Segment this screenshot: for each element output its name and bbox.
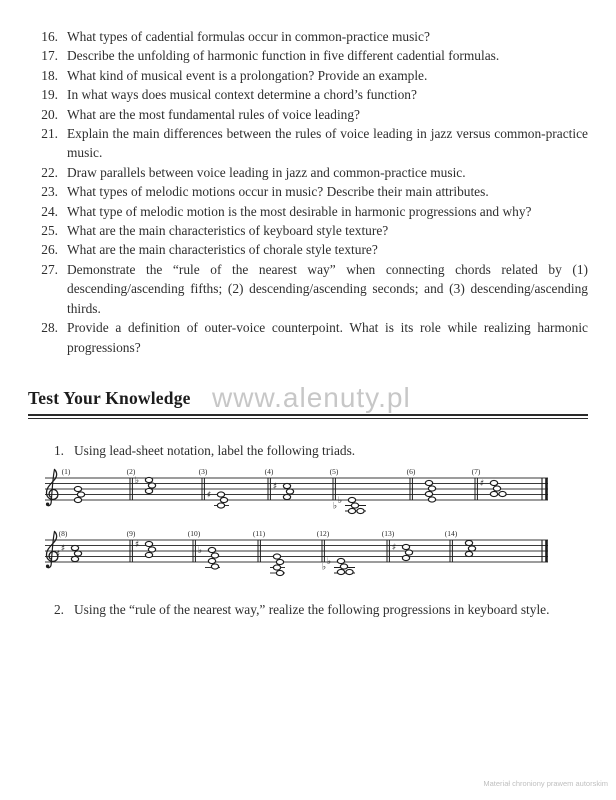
notehead xyxy=(286,489,293,494)
exercise-number: 2. xyxy=(53,602,64,618)
question-number: 26. xyxy=(41,242,58,258)
notehead xyxy=(425,481,432,486)
question-item xyxy=(28,46,588,65)
question-item xyxy=(28,27,588,46)
notehead xyxy=(273,554,280,559)
notehead xyxy=(145,553,152,558)
notehead xyxy=(493,486,500,491)
notehead xyxy=(71,557,78,562)
question-item xyxy=(28,221,588,240)
exercise-item xyxy=(46,441,588,460)
question-text: What are the main characteristics of keyboard style texture? xyxy=(67,223,389,239)
accidental-glyph: ♭ xyxy=(197,546,203,557)
notehead xyxy=(340,564,347,569)
accidental-glyph: ♭ xyxy=(332,501,338,512)
notehead xyxy=(145,478,152,483)
notehead xyxy=(276,560,283,565)
chord-number-label: (2) xyxy=(126,467,136,477)
notehead xyxy=(211,564,218,569)
exercise-item xyxy=(46,600,588,619)
chord-number-label: (10) xyxy=(187,529,201,539)
question-text: What type of melodic motion is the most desirable in harmonic progressions and why? xyxy=(67,203,532,219)
chord-number-label: (7) xyxy=(471,467,481,477)
question-number: 28. xyxy=(41,320,58,336)
watermark: www.alenuty.pl xyxy=(212,382,411,413)
notehead xyxy=(148,483,155,488)
notehead xyxy=(71,546,78,551)
chord-number-label: (8) xyxy=(58,529,68,539)
notehead xyxy=(74,487,81,492)
notehead xyxy=(74,551,81,556)
accidental-glyph: ♯ xyxy=(479,479,485,490)
chord-number-label: (14) xyxy=(444,529,458,539)
accidental-glyph: ♯ xyxy=(134,540,140,551)
page-content xyxy=(28,27,588,620)
question-text: What kind of musical event is a prolongation? Provide an example. xyxy=(67,67,428,83)
notehead xyxy=(348,509,355,514)
notehead xyxy=(208,548,215,553)
question-text: Demonstrate the “rule of the nearest way” when connecting chords related by (1) descending/ascending fifths; (2) descending/ascending seconds; and (3) descending/ascending thirds. xyxy=(67,261,588,316)
chord-number-label: (9) xyxy=(126,529,136,539)
notehead xyxy=(217,492,224,497)
question-item xyxy=(28,85,588,104)
chord-number-label: (13) xyxy=(381,529,395,539)
notehead xyxy=(348,498,355,503)
notehead xyxy=(273,565,280,570)
notehead xyxy=(490,481,497,486)
notehead xyxy=(211,553,218,558)
notehead xyxy=(465,552,472,557)
accidental-glyph: ♭ xyxy=(337,496,343,507)
question-number: 24. xyxy=(41,203,58,219)
question-number: 22. xyxy=(41,164,58,180)
notehead xyxy=(337,570,344,575)
accidental-glyph: ♯ xyxy=(206,490,212,501)
notehead xyxy=(465,541,472,546)
question-number: 25. xyxy=(41,223,58,239)
chord-number-label: (12) xyxy=(316,529,330,539)
notehead xyxy=(351,503,358,508)
notehead xyxy=(405,550,412,555)
accidental-glyph: ♯ xyxy=(391,543,397,554)
chord-number-label: (1) xyxy=(61,467,71,477)
question-number: 20. xyxy=(41,106,58,122)
accidental-glyph: ♭ xyxy=(326,557,332,568)
notehead xyxy=(220,498,227,503)
notehead xyxy=(490,492,497,497)
exercise-text: Using the “rule of the nearest way,” realize the following progressions in keyboard style. xyxy=(74,602,550,618)
question-number: 17. xyxy=(41,48,58,64)
question-text: What types of melodic motions occur in music? Describe their main attributes. xyxy=(67,184,489,200)
notehead xyxy=(145,489,152,494)
question-item xyxy=(28,240,588,259)
notehead xyxy=(428,497,435,502)
accidental-glyph: ♭ xyxy=(134,476,140,487)
chord-number-label: (4) xyxy=(264,467,274,477)
question-item xyxy=(28,318,588,357)
music-staff-1 xyxy=(40,466,588,521)
question-text: Explain the main differences between the rules of voice leading in jazz versus common-practice music. xyxy=(67,126,588,161)
accidental-glyph: ♯ xyxy=(55,549,61,560)
notehead xyxy=(276,571,283,576)
question-item xyxy=(28,202,588,221)
question-number: 21. xyxy=(41,126,58,142)
question-item xyxy=(28,66,588,85)
question-number: 18. xyxy=(41,67,58,83)
question-number: 27. xyxy=(41,261,58,277)
chord-number-label: (3) xyxy=(198,467,208,477)
question-text: What are the main characteristics of chorale style texture? xyxy=(67,242,378,258)
question-item xyxy=(28,182,588,201)
question-item xyxy=(28,105,588,124)
question-item xyxy=(28,260,588,318)
notehead xyxy=(402,545,409,550)
notehead xyxy=(208,559,215,564)
question-text: In what ways does musical context determine a chord’s function? xyxy=(67,87,417,103)
question-list xyxy=(28,27,588,357)
notehead xyxy=(148,547,155,552)
notehead xyxy=(283,495,290,500)
accidental-glyph: ♯ xyxy=(272,482,278,493)
accidental-glyph: ♯ xyxy=(60,544,66,555)
section-heading: Test Your Knowledge xyxy=(28,387,191,408)
staff-svg xyxy=(40,528,572,578)
question-text: What types of cadential formulas occur in common-practice music? xyxy=(67,29,430,44)
question-item xyxy=(28,163,588,182)
notehead xyxy=(428,486,435,491)
chord-number-label: (5) xyxy=(329,467,339,477)
question-number: 16. xyxy=(41,29,58,44)
exercise-number: 1. xyxy=(53,442,64,458)
music-staff-2 xyxy=(40,528,588,583)
question-number: 23. xyxy=(41,184,58,200)
question-text: Describe the unfolding of harmonic function in five different cadential formulas. xyxy=(67,48,500,64)
exercise-text: Using lead-sheet notation, label the following triads. xyxy=(74,442,356,458)
accidental-glyph: ♭ xyxy=(321,562,327,573)
notehead xyxy=(468,546,475,551)
notehead xyxy=(425,492,432,497)
question-text: Provide a definition of outer-voice counterpoint. What is its role while realizing harmonic progressions? xyxy=(67,320,588,355)
notehead xyxy=(402,556,409,561)
question-item xyxy=(28,124,588,163)
staff-svg xyxy=(40,466,572,516)
chord-number-label: (6) xyxy=(406,467,416,477)
notehead xyxy=(77,492,84,497)
notehead xyxy=(283,484,290,489)
question-text: Draw parallels between voice leading in jazz and common-practice music. xyxy=(67,164,466,180)
notehead xyxy=(217,503,224,508)
copyright-note: Materiał chroniony prawem autorskim xyxy=(483,779,608,788)
heading-rule xyxy=(28,414,588,419)
notehead xyxy=(337,559,344,564)
question-number: 19. xyxy=(41,87,58,103)
notehead xyxy=(145,542,152,547)
question-text: What are the most fundamental rules of voice leading? xyxy=(67,106,360,122)
notehead xyxy=(74,498,81,503)
chord-number-label: (11) xyxy=(252,529,266,539)
